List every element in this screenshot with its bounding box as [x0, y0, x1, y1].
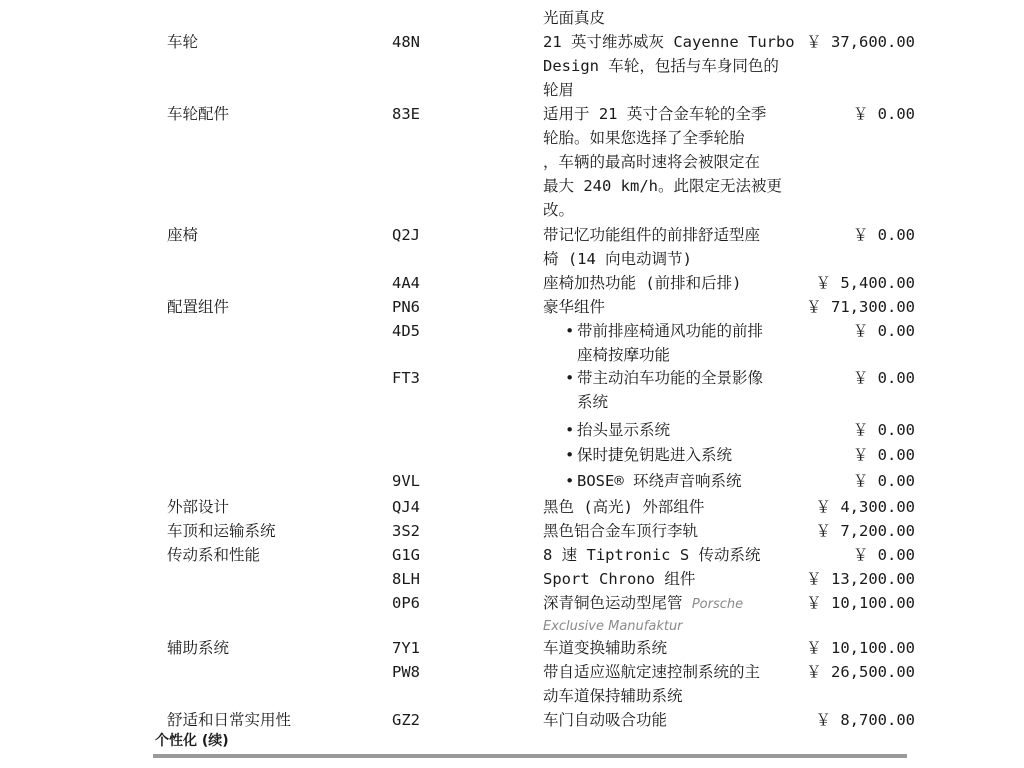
- option-category: 辅助系统: [167, 639, 230, 657]
- option-description: [565, 418, 827, 442]
- footer-divider: [153, 754, 907, 758]
- option-price: ￥ 10,100.00: [806, 594, 915, 612]
- option-description: [565, 443, 827, 467]
- description-line: 车道变换辅助系统: [543, 639, 668, 657]
- option-category: 座椅: [167, 226, 199, 244]
- option-code: 0P6: [392, 594, 420, 612]
- description-line: 动车道保持辅助系统: [543, 687, 683, 705]
- option-description: [543, 271, 805, 295]
- option-code: 3S2: [392, 522, 420, 540]
- option-price: ￥ 37,600.00: [806, 33, 915, 51]
- option-code: QJ4: [392, 498, 420, 516]
- option-code: 8LH: [392, 570, 420, 588]
- description-line: 座椅加热功能 (前排和后排): [543, 274, 742, 292]
- option-code: GZ2: [392, 711, 420, 729]
- description-line: 带记忆功能组件的前排舒适型座: [543, 226, 761, 244]
- option-price: ￥ 0.00: [852, 446, 915, 464]
- description-line: 轮胎。如果您选择了全季轮胎: [543, 129, 745, 147]
- option-price: ￥ 0.00: [852, 322, 915, 340]
- description-line: Design 车轮，包括与车身同色的: [543, 57, 779, 75]
- section-title-personalization: 个性化 (续): [155, 733, 229, 749]
- option-description: [543, 636, 805, 660]
- option-code: G1G: [392, 546, 420, 564]
- option-code: 48N: [392, 33, 420, 51]
- option-price: ￥ 0.00: [852, 472, 915, 490]
- option-description: [543, 519, 805, 543]
- option-description: [565, 366, 827, 414]
- description-line: 最大 240 km/h。此限定无法被更: [543, 177, 782, 195]
- option-description: [543, 543, 805, 567]
- option-description: [565, 319, 827, 367]
- description-line: 系统: [577, 393, 609, 411]
- option-description: [543, 495, 805, 519]
- description-line: 黑色铝合金车顶行李轨: [543, 522, 699, 540]
- option-price: ￥ 13,200.00: [806, 570, 915, 588]
- brand-label: Porsche: [691, 597, 744, 612]
- option-description: [543, 567, 805, 591]
- option-price: ￥ 0.00: [852, 421, 915, 439]
- option-description: [543, 591, 805, 639]
- description-line: • 带主动泊车功能的全景影像: [565, 366, 827, 390]
- description-line: ，车辆的最高时速将会被限定在: [543, 153, 761, 171]
- option-category: 车轮配件: [167, 105, 230, 123]
- option-code: 9VL: [392, 472, 420, 490]
- option-description: [543, 708, 805, 732]
- option-code: 4A4: [392, 274, 420, 292]
- option-price: ￥ 5,400.00: [815, 274, 915, 292]
- option-price: ￥ 0.00: [852, 546, 915, 564]
- option-description: [543, 30, 805, 102]
- description-line: 深青铜色运动型尾管 Porsche: [543, 594, 744, 612]
- option-description: [543, 223, 805, 271]
- option-category: 舒适和日常实用性: [167, 711, 292, 729]
- option-price: ￥ 71,300.00: [806, 298, 915, 316]
- option-description: [543, 295, 805, 319]
- description-line: • BOSE® 环绕声音响系统: [565, 469, 827, 493]
- description-line: 8 速 Tiptronic S 传动系统: [543, 546, 761, 564]
- option-price: ￥ 8,700.00: [815, 711, 915, 729]
- description-line: • 带前排座椅通风功能的前排: [565, 319, 827, 343]
- option-category: 配置组件: [167, 298, 230, 316]
- option-price: ￥ 0.00: [852, 105, 915, 123]
- description-line: 21 英寸维苏威灰 Cayenne Turbo: [543, 33, 795, 51]
- option-description: [565, 469, 827, 493]
- description-line: • 抬头显示系统: [565, 418, 827, 442]
- option-code: PN6: [392, 298, 420, 316]
- option-price: ￥ 7,200.00: [815, 522, 915, 540]
- option-category: 传动系和性能: [167, 546, 261, 564]
- option-category: 外部设计: [167, 498, 230, 516]
- description-line: Sport Chrono 组件: [543, 570, 696, 588]
- option-category: 车顶和运输系统: [167, 522, 276, 540]
- description-line: 带自适应巡航定速控制系统的主: [543, 663, 761, 681]
- option-code: 83E: [392, 105, 420, 123]
- option-price: ￥ 4,300.00: [815, 498, 915, 516]
- option-code: 7Y1: [392, 639, 420, 657]
- description-line: 豪华组件: [543, 298, 606, 316]
- option-description: [543, 660, 805, 708]
- description-line: 改。: [543, 201, 575, 219]
- option-price: ￥ 0.00: [852, 226, 915, 244]
- description-line: • 保时捷免钥匙进入系统: [565, 443, 827, 467]
- description-line: 椅 (14 向电动调节): [543, 250, 692, 268]
- option-description: [543, 6, 805, 30]
- option-price: ￥ 10,100.00: [806, 639, 915, 657]
- description-line: Exclusive Manufaktur: [543, 619, 683, 634]
- option-description: [543, 102, 805, 222]
- description-line: 适用于 21 英寸合金车轮的全季: [543, 105, 767, 123]
- option-code: PW8: [392, 663, 420, 681]
- option-price: ￥ 26,500.00: [806, 663, 915, 681]
- option-price: ￥ 0.00: [852, 369, 915, 387]
- description-line: 光面真皮: [543, 9, 606, 27]
- description-line: 车门自动吸合功能: [543, 711, 668, 729]
- description-line: 轮眉: [543, 81, 575, 99]
- description-line: 黑色 (高光) 外部组件: [543, 498, 705, 516]
- option-code: Q2J: [392, 226, 420, 244]
- option-code: 4D5: [392, 322, 420, 340]
- option-category: 车轮: [167, 33, 199, 51]
- description-line: 座椅按摩功能: [577, 346, 671, 364]
- option-code: FT3: [392, 369, 420, 387]
